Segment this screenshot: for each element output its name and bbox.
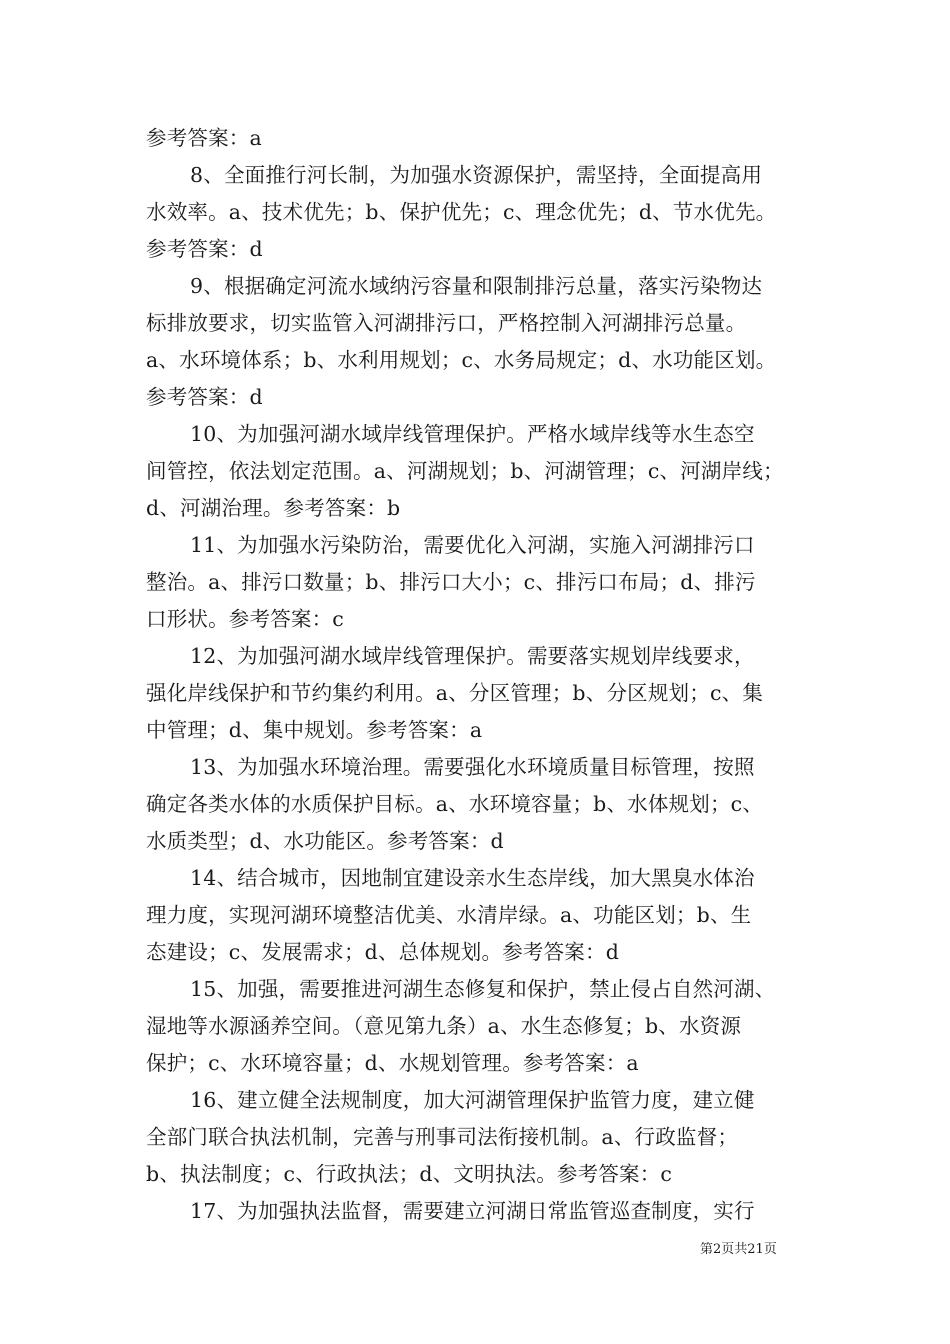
text-line: 9、根据确定河流水域纳污容量和限制排污总量，落实污染物达 — [190, 274, 763, 298]
text-line: 11、为加强水污染防治，需要优化入河湖，实施入河湖排污口 — [190, 533, 755, 557]
text-line: 水效率。a、技术优先；b、保护优先；c、理念优先；d、节水优先。 — [146, 200, 777, 224]
text-line: 保护；c、水环境容量；d、水规划管理。参考答案：a — [146, 1051, 639, 1075]
text-line: 参考答案：a — [146, 126, 262, 150]
text-line: 中管理；d、集中规划。参考答案：a — [146, 718, 483, 742]
text-line: 10、为加强河湖水域岸线管理保护。严格水域岸线等水生态空 — [190, 422, 755, 446]
text-line: 14、结合城市，因地制宜建设亲水生态岸线，加大黑臭水体治 — [190, 866, 755, 890]
text-line: a、水环境体系；b、水利用规划；c、水务局规定；d、水功能区划。 — [146, 348, 777, 372]
text-line: 15、加强，需要推进河湖生态修复和保护，禁止侵占自然河湖、 — [190, 977, 776, 1001]
text-line: 16、建立健全法规制度，加大河湖管理保护监管力度，建立健 — [190, 1088, 755, 1112]
text-line: 17、为加强执法监督，需要建立河湖日常监管巡查制度，实行 — [190, 1199, 755, 1223]
text-line: 间管控，依法划定范围。a、河湖规划；b、河湖管理；c、河湖岸线； — [146, 459, 784, 483]
text-line: b、执法制度；c、行政执法；d、文明执法。参考答案：c — [146, 1162, 673, 1186]
text-line: d、河湖治理。参考答案：b — [146, 496, 401, 520]
document-body — [146, 120, 816, 1230]
text-line: 参考答案：d — [146, 237, 263, 261]
text-line: 参考答案：d — [146, 385, 263, 409]
text-line: 强化岸线保护和节约集约利用。a、分区管理；b、分区规划；c、集 — [146, 681, 764, 705]
text-line: 全部门联合执法机制，完善与刑事司法衔接机制。a、行政监督； — [146, 1125, 739, 1149]
text-line: 态建设；c、发展需求；d、总体规划。参考答案：d — [146, 940, 620, 964]
text-line: 口形状。参考答案：c — [146, 607, 344, 631]
text-line: 标排放要求，切实监管入河湖排污口，严格控制入河湖排污总量。 — [146, 311, 747, 335]
text-line: 确定各类水体的水质保护目标。a、水环境容量；b、水体规划；c、 — [146, 792, 764, 816]
text-line: 理力度，实现河湖环境整洁优美、水清岸绿。a、功能区划；b、生 — [146, 903, 752, 927]
text-line: 12、为加强河湖水域岸线管理保护。需要落实规划岸线要求， — [190, 644, 755, 668]
text-line: 8、全面推行河长制，为加强水资源保护，需坚持，全面提高用 — [190, 163, 763, 187]
text-line: 13、为加强水环境治理。需要强化水环境质量目标管理，按照 — [190, 755, 755, 779]
text-line: 水质类型；d、水功能区。参考答案：d — [146, 829, 504, 853]
page-number-footer: 第2页共21页 — [700, 1242, 777, 1257]
text-line: 湿地等水源涵养空间。（意见第九条）a、水生态修复；b、水资源 — [146, 1014, 742, 1038]
text-line: 整治。a、排污口数量；b、排污口大小；c、排污口布局；d、排污 — [146, 570, 756, 594]
